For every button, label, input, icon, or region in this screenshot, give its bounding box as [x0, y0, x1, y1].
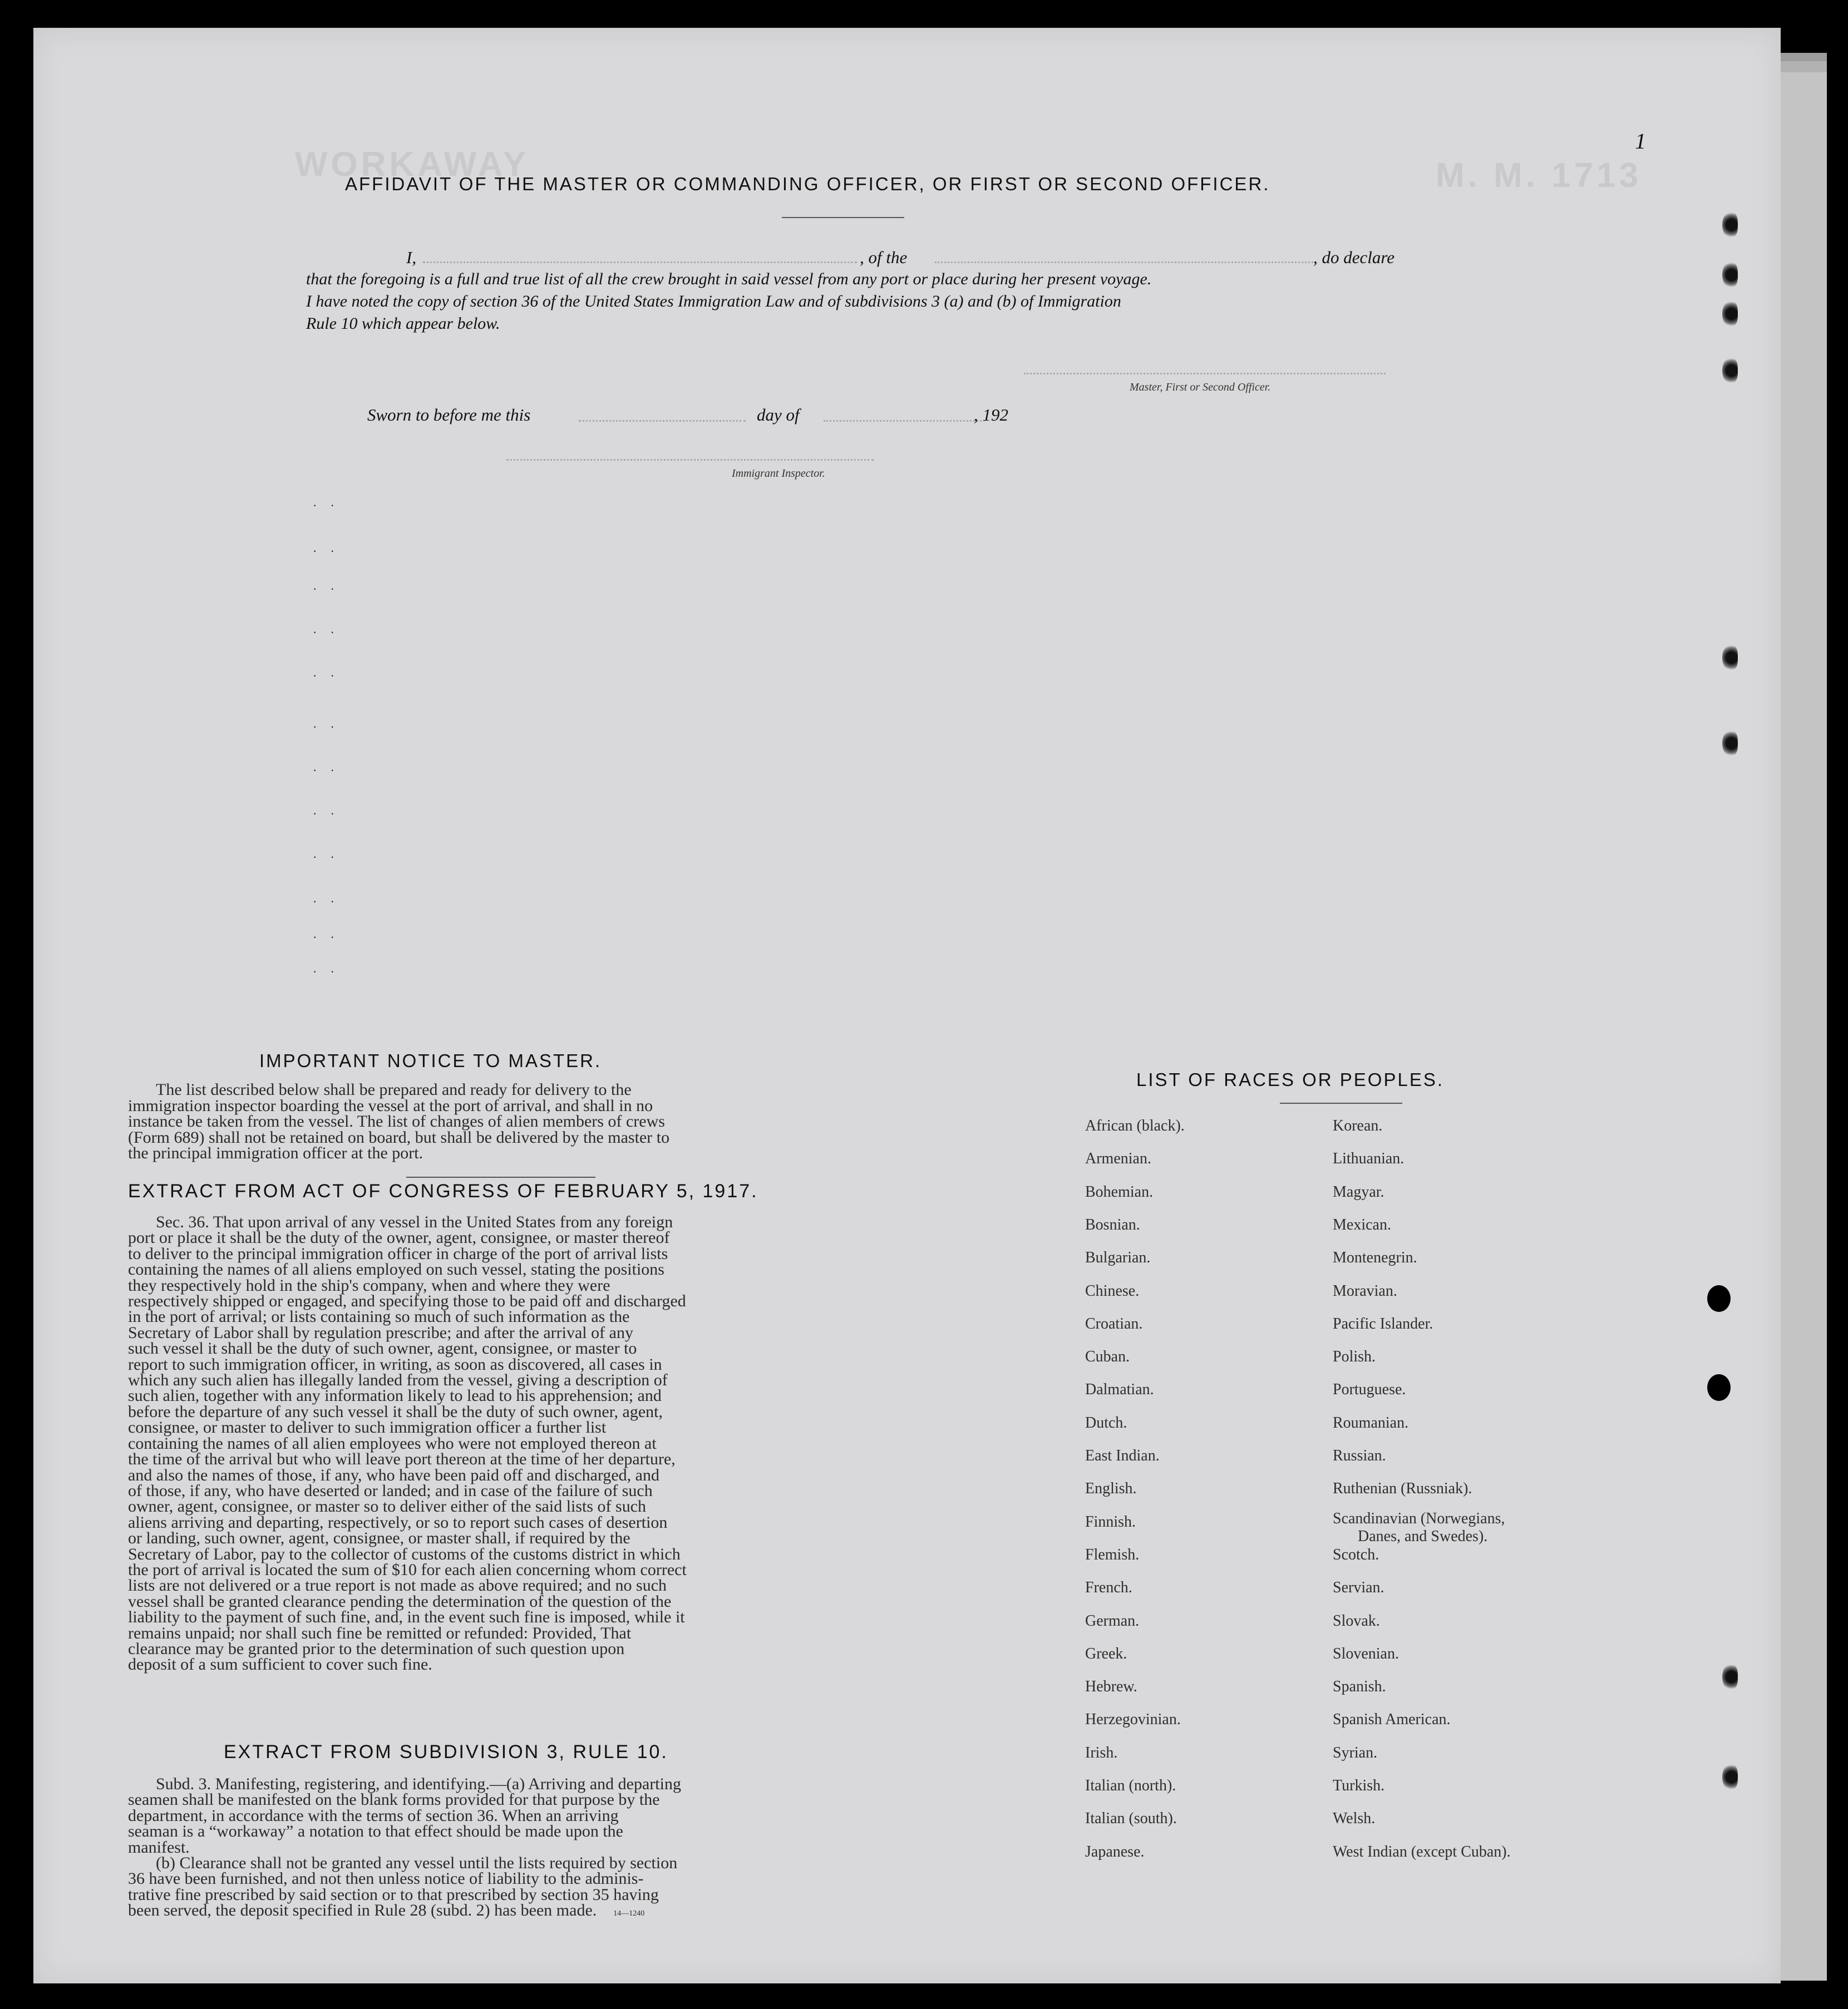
binder-hole — [1707, 1374, 1731, 1401]
race-item-left: Dalmatian. — [1085, 1381, 1154, 1399]
officer-signature-blank[interactable] — [1024, 373, 1386, 374]
notice-line: instance be taken from the vessel. The list of changes of alien members of crews — [128, 1112, 665, 1131]
act-line: such vessel it shall be the duty of such owner, agent, consignee, or master to — [128, 1339, 637, 1358]
affidavit-i: I, — [406, 248, 417, 267]
rule-line: seamen shall be manifested on the blank forms provided for that purpose by the — [128, 1790, 660, 1809]
race-item-right: Servian. — [1333, 1579, 1384, 1597]
bleed-through: M. M. 1713 — [1436, 156, 1642, 195]
rule-line: 36 have been furnished, and not then unless notice of liability to the adminis- — [128, 1869, 644, 1888]
affidavit-title: AFFIDAVIT OF THE MASTER OR COMMANDING OFFICER, OR FIRST OR SECOND OFFICER. — [345, 174, 1270, 194]
form-number: 14—1240 — [613, 1909, 645, 1918]
race-item-left: Croatian. — [1085, 1315, 1143, 1332]
act-line: port or place it shall be the duty of the owner, agent, consignee, or master thereof — [128, 1228, 670, 1247]
notice-line: immigration inspector boarding the vessel at the port of arrival, and shall in no — [128, 1096, 653, 1115]
race-item-left: Dutch. — [1085, 1414, 1127, 1432]
race-item-left: Armenian. — [1085, 1150, 1151, 1168]
race-item-left: German. — [1085, 1612, 1140, 1630]
race-item-right: Magyar. — [1333, 1183, 1384, 1201]
rule-line: trative fine prescribed by said section or to that prescribed by section 35 having — [128, 1885, 659, 1904]
binder-hole — [1707, 1285, 1731, 1312]
rule-line: seaman is a “workaway” a notation to that effect should be made upon the — [128, 1822, 623, 1841]
dot-marks-column: .. .. .. .. .. .. .. .. .. .. .. .. — [313, 495, 348, 975]
act-line: Secretary of Labor, pay to the collector of customs of the customs district in which — [128, 1544, 681, 1563]
race-item-right: Ruthenian (Russniak). — [1333, 1480, 1472, 1498]
extract-rule-text — [128, 1776, 815, 1922]
act-line: in the port of arrival; or lists containing so much of such information as the — [128, 1307, 630, 1326]
name-blank[interactable] — [423, 261, 857, 263]
race-item-continuation: Danes, and Swedes). — [1358, 1527, 1488, 1545]
affidavit-line-4: Rule 10 which appear below. — [306, 314, 500, 333]
race-item-right: Lithuanian. — [1333, 1150, 1405, 1168]
act-line: of those, if any, who have deserted or landed; and in case of the failure of such — [128, 1481, 653, 1500]
binding-punch — [1722, 644, 1738, 671]
notice-line: The list described below shall be prepared and ready for delivery to the — [156, 1080, 632, 1099]
act-line: before the departure of any such vessel it shall be the duty of such owner, agent, — [128, 1402, 663, 1421]
race-item-right: Spanish American. — [1333, 1711, 1451, 1729]
act-line: aliens arriving and departing, respectively, or so to report such cases of desertion — [128, 1513, 668, 1532]
race-item-left: Flemish. — [1085, 1546, 1140, 1563]
bleed-through: WORKAWAY — [295, 145, 530, 184]
race-item-right: Korean. — [1333, 1117, 1383, 1134]
races-left-column — [1085, 1117, 1319, 1907]
binding-punch — [1722, 211, 1738, 238]
binding-punch — [1722, 261, 1738, 288]
act-line: they respectively hold in the ship's company, when and where they were — [128, 1276, 610, 1295]
inspector-signature-blank[interactable] — [506, 459, 874, 461]
race-item-right: Moravian. — [1333, 1282, 1397, 1300]
race-item-right: Mexican. — [1333, 1216, 1391, 1233]
rule-line-text: been served, the deposit specified in Rule 28 (subd. 2) has been made. — [128, 1901, 597, 1920]
act-line: containing the names of all alien employees who were not employed thereon at — [128, 1434, 657, 1453]
year-label: , 192 — [974, 405, 1008, 424]
section-rule — [406, 1177, 595, 1178]
act-line: liability to the payment of such fine, and, in the event such fine is imposed, while it — [128, 1608, 685, 1627]
act-line: such alien, together with any information likely to lead to his apprehension; and — [128, 1386, 662, 1405]
race-item-left: Bosnian. — [1085, 1216, 1140, 1233]
rule-line: department, in accordance with the terms of section 36. When an arriving — [128, 1806, 619, 1825]
document-page — [33, 28, 1781, 1983]
day-of-label: day of — [757, 405, 800, 424]
extract-act-title: EXTRACT FROM ACT OF CONGRESS OF FEBRUARY 5, 1917. — [128, 1181, 758, 1202]
races-title: LIST OF RACES OR PEOPLES. — [1136, 1069, 1445, 1090]
affidavit-line-2: that the foregoing is a full and true list of all the crew brought in said vessel from any port or place during her present voyage. — [306, 270, 1152, 288]
act-line: report to such immigration officer, in writing, as soon as discovered, all cases in — [128, 1355, 662, 1374]
rule-line: Subd. 3. Manifesting, registering, and identifying.—(a) Arriving and departing — [156, 1775, 681, 1793]
race-item-right: Spanish. — [1333, 1678, 1386, 1696]
act-line: which any such alien has illegally landed from the vessel, giving a description of — [128, 1371, 668, 1390]
inspector-caption: Immigrant Inspector. — [732, 467, 825, 480]
race-item-left: Cuban. — [1085, 1348, 1130, 1366]
act-line: to deliver to the principal immigration officer in charge of the port of arrival lists — [128, 1244, 668, 1263]
race-item-right: Pacific Islander. — [1333, 1315, 1433, 1332]
binding-punch — [1722, 1764, 1738, 1790]
race-item-left: Irish. — [1085, 1744, 1118, 1761]
binding-punch — [1722, 730, 1738, 757]
race-item-right: Slovak. — [1333, 1612, 1380, 1630]
act-line: respectively shipped or engaged, and specifying those to be paid off and discharged — [128, 1292, 686, 1311]
act-line: clearance may be granted prior to the determination of such question upon — [128, 1639, 625, 1658]
race-item-left: Hebrew. — [1085, 1678, 1137, 1696]
race-item-right: Turkish. — [1333, 1777, 1385, 1794]
act-line: the port of arrival is located the sum of $10 for each alien concerning whom correct — [128, 1560, 687, 1579]
rule-line: manifest. — [128, 1838, 190, 1857]
affidavit-do-declare: , do declare — [1313, 248, 1395, 267]
act-line: Sec. 36. That upon arrival of any vessel in the United States from any foreign — [156, 1213, 673, 1231]
race-item-right: Scotch. — [1333, 1546, 1379, 1563]
race-item-right: Roumanian. — [1333, 1414, 1409, 1432]
race-item-left: Finnish. — [1085, 1513, 1136, 1531]
race-item-left: Italian (north). — [1085, 1777, 1176, 1794]
title-rule — [782, 217, 904, 218]
race-item-right: Russian. — [1333, 1447, 1386, 1464]
race-item-right: Montenegrin. — [1333, 1249, 1417, 1267]
signature-caption: Master, First or Second Officer. — [1130, 381, 1271, 393]
rule-line: (b) Clearance shall not be granted any vessel until the lists required by section — [156, 1854, 678, 1873]
act-line: deposit of a sum sufficient to cover such fine. — [128, 1655, 432, 1674]
act-line: owner, agent, consignee, or master so to deliver either of the said lists of such — [128, 1497, 647, 1516]
act-line: vessel shall be granted clearance pending the determination of the question of the — [128, 1592, 672, 1611]
races-right-column — [1333, 1117, 1644, 1907]
race-item-right: West Indian (except Cuban). — [1333, 1843, 1511, 1860]
race-item-left: Herzegovinian. — [1085, 1711, 1181, 1729]
race-item-right: Polish. — [1333, 1348, 1376, 1366]
race-item-right: Syrian. — [1333, 1744, 1378, 1761]
races-rule — [1280, 1103, 1402, 1104]
race-item-right: Portuguese. — [1333, 1381, 1406, 1399]
race-item-right: Scandinavian (Norwegians, — [1333, 1509, 1505, 1527]
binding-punch — [1722, 1664, 1738, 1690]
race-item-left: French. — [1085, 1579, 1132, 1597]
rule-line — [128, 1903, 815, 1922]
race-item-left: Chinese. — [1085, 1282, 1140, 1300]
notice-title: IMPORTANT NOTICE TO MASTER. — [259, 1050, 602, 1071]
extract-act-text — [128, 1215, 815, 1673]
race-item-left: English. — [1085, 1480, 1137, 1498]
act-line: containing the names of all aliens employed on such vessel, stating the positions — [128, 1260, 664, 1279]
race-item-left: Greek. — [1085, 1645, 1127, 1662]
binding-punch — [1722, 300, 1738, 327]
race-item-left: Bulgarian. — [1085, 1249, 1151, 1267]
notice-line: (Form 689) shall not be retained on board, but shall be delivered by the master to — [128, 1128, 670, 1147]
race-item-right: Welsh. — [1333, 1810, 1376, 1828]
act-line: remains unpaid; nor shall such fine be remitted or refunded: Provided, That — [128, 1623, 632, 1642]
act-line: lists are not delivered or a true report is not made as above required; and no such — [128, 1576, 667, 1595]
notice-text — [128, 1082, 815, 1162]
act-line: consignee, or master to deliver to such immigration officer a further list — [128, 1418, 607, 1437]
act-line: the time of the arrival but who will leave port thereon at the time of her departure, — [128, 1450, 676, 1469]
act-line: Secretary of Labor shall by regulation prescribe; and after the arrival of any — [128, 1323, 633, 1342]
act-line: and also the names of those, if any, who have been paid off and discharged, and — [128, 1465, 659, 1484]
sworn-month-blank[interactable] — [824, 420, 985, 422]
page-number-mark: 1 — [1635, 129, 1646, 154]
extract-rule-title: EXTRACT FROM SUBDIVISION 3, RULE 10. — [224, 1741, 668, 1763]
sworn-day-blank[interactable] — [579, 420, 746, 422]
race-item-left: East Indian. — [1085, 1447, 1160, 1464]
vessel-blank[interactable] — [935, 261, 1313, 263]
binding-punch — [1722, 357, 1738, 384]
notice-line: the principal immigration officer at the port. — [128, 1144, 423, 1163]
sworn-label: Sworn to before me this — [367, 405, 531, 424]
affidavit-line-3: I have noted the copy of section 36 of the United States Immigration Law and of subdivisions 3 (a) and (b) of Immigration — [306, 292, 1121, 310]
race-item-left: Bohemian. — [1085, 1183, 1154, 1201]
affidavit-of-the: , of the — [860, 248, 908, 267]
act-line: or landing, such owner, agent, consignee, or master shall, if required by the — [128, 1529, 630, 1548]
race-item-left: Japanese. — [1085, 1843, 1145, 1860]
race-item-left: Italian (south). — [1085, 1810, 1177, 1828]
race-item-right: Slovenian. — [1333, 1645, 1399, 1662]
race-item-left: African (black). — [1085, 1117, 1185, 1134]
